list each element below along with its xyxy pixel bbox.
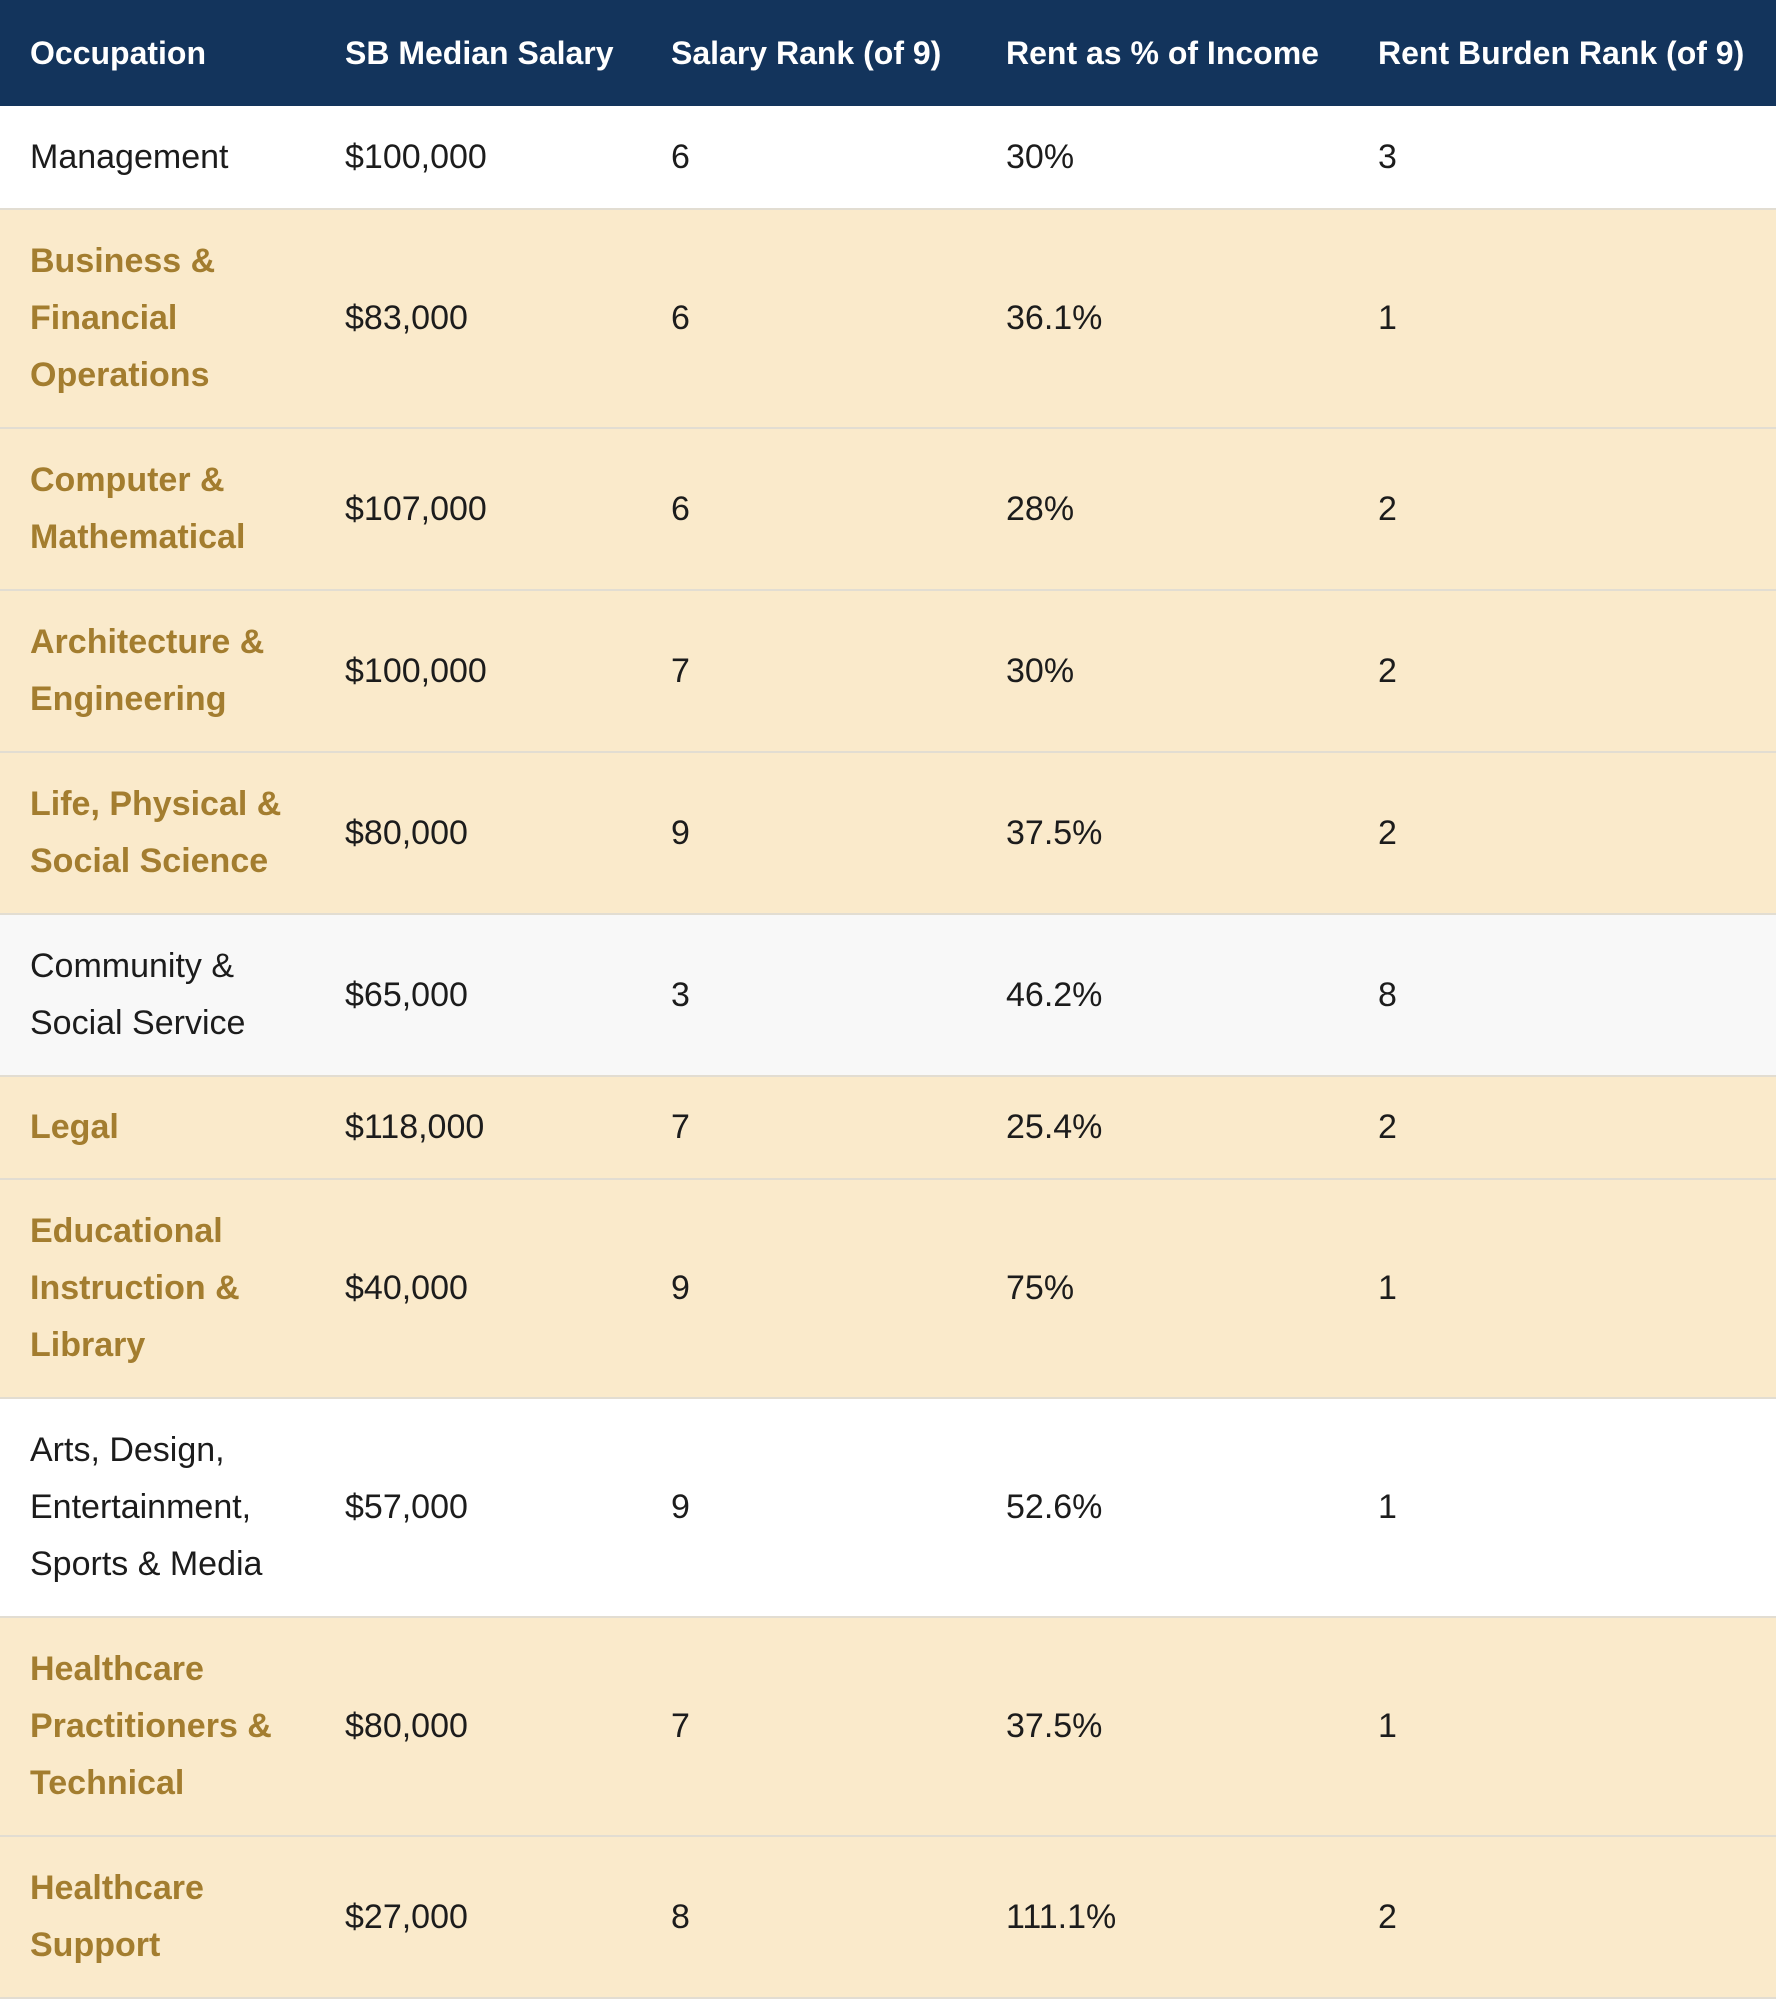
cell-rent-pct: 30% <box>976 106 1348 209</box>
header-salary[interactable]: SB Median Salary <box>345 34 614 71</box>
cell-rent-rank: 2 <box>1348 590 1776 752</box>
cell-rent-pct: 25.4% <box>976 1076 1348 1179</box>
cell-rent-pct: 37.5% <box>976 1617 1348 1836</box>
cell-salary-rank: 3 <box>641 914 976 1076</box>
cell-rent-pct: 28% <box>976 428 1348 590</box>
cell-rent-pct: 75% <box>976 1179 1348 1398</box>
table-row-highlighted <box>0 752 1776 914</box>
table-row-highlighted <box>0 428 1776 590</box>
cell-salary-rank: 6 <box>641 428 976 590</box>
cell-salary: $100,000 <box>315 590 641 752</box>
cell-rent-rank: 1 <box>1348 209 1776 428</box>
table-row-highlighted <box>0 590 1776 752</box>
cell-rent-pct: 46.2% <box>976 914 1348 1076</box>
cell-salary-rank: 9 <box>641 1179 976 1398</box>
cell-rent-pct: 37.5% <box>976 752 1348 914</box>
cell-rent-rank: 2 <box>1348 428 1776 590</box>
cell-salary: $100,000 <box>315 106 641 209</box>
cell-occupation: Life, Physical & Social Science <box>0 752 315 914</box>
cell-salary-rank: 7 <box>641 590 976 752</box>
table-row-highlighted <box>0 209 1776 428</box>
cell-occupation: Management <box>0 106 315 209</box>
table-row-highlighted <box>0 1076 1776 1179</box>
cell-rent-pct: 30% <box>976 590 1348 752</box>
cell-occupation: Educational Instruction & Library <box>0 1179 315 1398</box>
cell-salary: $80,000 <box>315 752 641 914</box>
cell-rent-rank: 1 <box>1348 1179 1776 1398</box>
cell-salary-rank: 9 <box>641 1398 976 1617</box>
table-body <box>0 106 1776 1998</box>
cell-rent-rank: 2 <box>1348 1076 1776 1179</box>
cell-salary: $107,000 <box>315 428 641 590</box>
cell-salary-rank: 6 <box>641 209 976 428</box>
cell-salary: $65,000 <box>315 914 641 1076</box>
cell-occupation: Arts, Design, Entertainment, Sports & Media <box>0 1398 315 1617</box>
cell-salary-rank: 7 <box>641 1617 976 1836</box>
cell-occupation: Community & Social Service <box>0 914 315 1076</box>
cell-occupation: Legal <box>0 1076 315 1179</box>
cell-rent-rank: 1 <box>1348 1398 1776 1617</box>
header-row <box>0 0 1776 106</box>
cell-rent-pct: 111.1% <box>976 1836 1348 1998</box>
cell-occupation: Business & Financial Operations <box>0 209 315 428</box>
cell-rent-rank: 1 <box>1348 1617 1776 1836</box>
table-row-highlighted <box>0 1179 1776 1398</box>
header-rent-rank[interactable]: Rent Burden Rank (of 9) <box>1378 34 1745 71</box>
table-row <box>0 1398 1776 1617</box>
header-rent-pct[interactable]: Rent as % of Income <box>1006 34 1319 71</box>
cell-salary: $80,000 <box>315 1617 641 1836</box>
cell-salary: $40,000 <box>315 1179 641 1398</box>
cell-rent-rank: 8 <box>1348 914 1776 1076</box>
table-row <box>0 914 1776 1076</box>
cell-rent-rank: 2 <box>1348 1836 1776 1998</box>
cell-salary: $27,000 <box>315 1836 641 1998</box>
cell-occupation: Computer & Mathematical <box>0 428 315 590</box>
header-salary-rank[interactable]: Salary Rank (of 9) <box>671 34 942 71</box>
cell-occupation: Healthcare Support <box>0 1836 315 1998</box>
table-row <box>0 106 1776 209</box>
cell-rent-rank: 3 <box>1348 106 1776 209</box>
cell-salary-rank: 6 <box>641 106 976 209</box>
table-row-highlighted <box>0 1617 1776 1836</box>
table-row-highlighted <box>0 1836 1776 1998</box>
cell-rent-rank: 2 <box>1348 752 1776 914</box>
cell-salary: $57,000 <box>315 1398 641 1617</box>
cell-rent-pct: 52.6% <box>976 1398 1348 1617</box>
cell-rent-pct: 36.1% <box>976 209 1348 428</box>
cell-salary-rank: 7 <box>641 1076 976 1179</box>
cell-occupation: Healthcare Practitioners & Technical <box>0 1617 315 1836</box>
header-occupation[interactable]: Occupation <box>30 34 207 71</box>
cell-occupation: Architecture & Engineering <box>0 590 315 752</box>
cell-salary-rank: 9 <box>641 752 976 914</box>
table-header <box>0 0 1776 106</box>
cell-salary: $83,000 <box>315 209 641 428</box>
cell-salary-rank: 8 <box>641 1836 976 1998</box>
cell-salary: $118,000 <box>315 1076 641 1179</box>
